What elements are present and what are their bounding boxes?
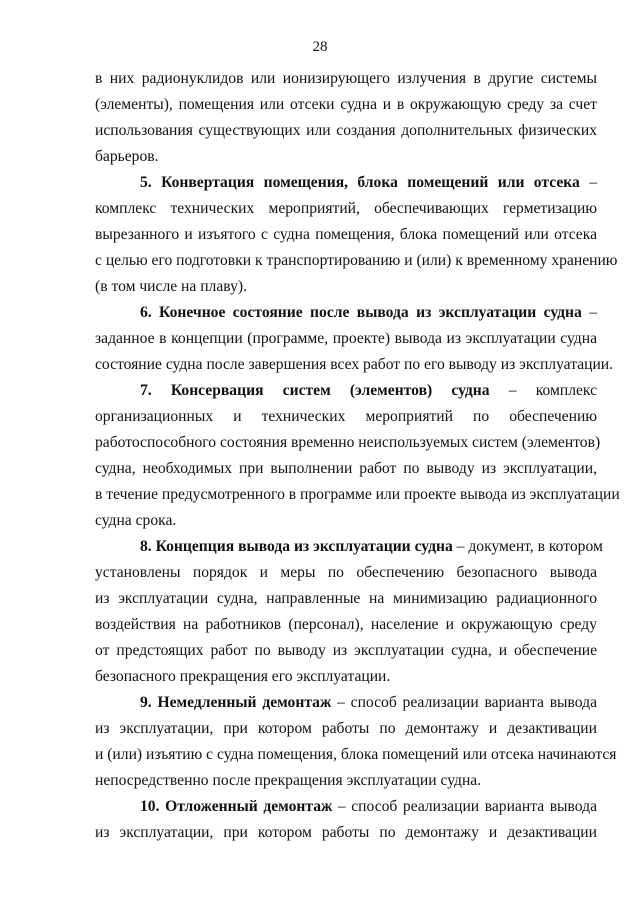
text-line: от предстоящих работ по выводу из эксплуатации судна, и обеспечение xyxy=(95,642,597,659)
text-line: заданное в концепции (программе, проекте) вывода из эксплуатации судна xyxy=(95,330,597,347)
text-line: комплекс технических мероприятий, обеспечивающих герметизацию xyxy=(95,200,597,217)
term-title: 5. Конвертация помещения, блока помещений или отсека xyxy=(140,174,580,191)
text-line: использования существующих или создания дополнительных физических xyxy=(95,122,597,139)
text-line: с целью его подготовки к транспортированию и (или) к временному хранению xyxy=(95,252,618,269)
text-line: работоспособного состояния временно неиспользуемых систем (элементов) xyxy=(95,434,601,451)
text-line: (элементы), помещения или отсеки судна и в окружающую среду за счет xyxy=(95,96,597,113)
term-heading: 5. Конвертация помещения, блока помещений или отсека – xyxy=(140,174,597,191)
term-heading: 8. Концепция вывода из эксплуатации судна – документ, в котором xyxy=(140,538,603,555)
text-line: и (или) изъятию с судна помещения, блока помещений или отсека начинаются xyxy=(95,746,617,763)
term-heading: 7. Консервация систем (элементов) судна – комплекс xyxy=(140,382,598,399)
text-line: в течение предусмотренного в программе или проекте вывода из эксплуатации xyxy=(95,486,620,503)
text-line: из эксплуатации, при котором работы по демонтажу и дезактивации xyxy=(95,824,597,841)
term-heading: 10. Отложенный демонтаж – способ реализации варианта вывода xyxy=(140,798,597,815)
text-line: (в том числе на плаву). xyxy=(95,278,247,295)
text-line: судна, необходимых при выполнении работ по выводу из эксплуатации, xyxy=(95,460,597,477)
text-line: непосредственно после прекращения эксплуатации судна. xyxy=(95,772,482,789)
term-title: 10. Отложенный демонтаж xyxy=(140,798,333,815)
text-line: воздействия на работников (персонал), население и окружающую среду xyxy=(95,616,597,633)
term-heading: 6. Конечное состояние после вывода из эксплуатации судна – xyxy=(140,304,598,321)
text-line: судна срока. xyxy=(95,512,177,529)
term-title: 6. Конечное состояние после вывода из эксплуатации судна xyxy=(140,304,582,321)
text-line: в них радионуклидов или ионизирующего излучения в другие системы xyxy=(95,70,597,87)
text-line: безопасного прекращения его эксплуатации. xyxy=(95,668,391,685)
text-line: организационных и технических мероприятий по обеспечению xyxy=(95,408,597,425)
term-heading: 9. Немедленный демонтаж – способ реализации варианта вывода xyxy=(140,694,597,711)
text-line: вырезанного и изъятого с судна помещения, блока помещений или отсека xyxy=(95,226,597,243)
term-title: 8. Концепция вывода из эксплуатации судна xyxy=(140,538,453,555)
term-title: 7. Консервация систем (элементов) судна xyxy=(140,382,490,399)
text-line: состояние судна после завершения всех работ по его выводу из эксплуатации. xyxy=(95,356,614,373)
text-line: барьеров. xyxy=(95,148,159,165)
text-line: установлены порядок и меры по обеспечению безопасного вывода xyxy=(95,564,597,581)
page-number: 28 xyxy=(312,39,328,55)
term-title: 9. Немедленный демонтаж xyxy=(140,694,332,711)
text-line: из эксплуатации судна, направленные на минимизацию радиационного xyxy=(95,590,597,607)
text-line: из эксплуатации, при котором работы по демонтажу и дезактивации xyxy=(95,720,597,737)
